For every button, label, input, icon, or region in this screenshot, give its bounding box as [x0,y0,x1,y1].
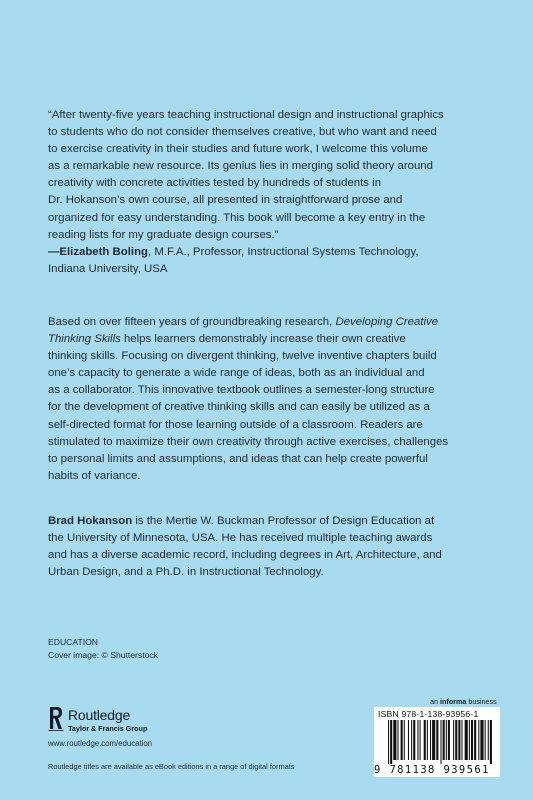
barcode-bar [436,720,438,760]
bio-line: the University of Minnesota, USA. He has received multiple teaching awards [48,532,433,545]
barcode-bar [393,720,396,760]
isbn-barcode-box [374,707,500,777]
barcode-bar [478,720,479,760]
desc-line: habits of variance. [48,469,141,482]
desc-line: for the development of creative thinking skills and can easily be utilized as a [48,401,430,414]
barcode-bar [455,720,457,760]
publisher-url[interactable]: www.routledge.com/education [48,739,153,748]
quote-line: to exercise creativity in their studies and future work, I welcome this volume [48,143,428,156]
endorsement-quote [48,107,508,278]
barcode-bar [465,720,468,760]
quote-line: as a remarkable new resource. Its genius lies in merging solid theory around [48,160,433,173]
quote-line: creativity with concrete activities tested by hundreds of students in [48,177,382,190]
attribution-dash: — [48,245,60,258]
barcode-bar [474,720,476,760]
barcode-bar [443,720,445,760]
barcode-bar [469,720,470,760]
cover-credit: Cover image: © Shutterstock [48,650,158,660]
desc-text: Based on over fifteen years of groundbreaking research, [48,316,336,328]
barcode-bar [424,720,426,760]
bio-line: and has a diverse academic record, including degrees in Art, Architecture, and [48,549,442,562]
barcode-bar [388,720,389,764]
book-title-italic: Developing Creative [335,316,439,328]
desc-line: self-directed format for those learning outside of a classroom. Readers are [48,418,423,431]
barcode-bar [408,720,409,760]
quote-line: organized for easy understanding. This book will become a key entry in the [48,211,426,224]
attribution-title: , M.F.A., Professor, Instructional Systems Technology, [148,245,419,258]
barcode-bar [430,720,431,760]
attribution-name: Elizabeth Boling [59,245,148,258]
publisher-logo-block [48,703,248,753]
barcode-bar [462,720,463,760]
book-meta [48,636,158,662]
desc-line [48,314,510,331]
barcode-icon [378,720,496,764]
publisher-name: Routledge [68,707,131,723]
subject-category: EDUCATION [48,637,98,647]
barcode-bar [446,720,447,760]
barcode-bar [453,720,454,760]
barcode-bar [401,720,403,760]
barcode-bar [458,720,460,760]
barcode-digits: 9 781138 939561 [374,764,490,776]
barcode-bar [404,720,405,760]
barcode-bar [480,720,483,760]
barcode-bar [471,720,473,760]
bio-line [48,513,510,530]
desc-text: helps learners demonstrably increase their own creative [120,333,406,346]
publisher-group: Taylor & Francis Group [68,724,148,733]
author-bio [48,513,510,581]
ebook-note: Routledge titles are available as eBook editions in a range of digital formats [48,762,295,771]
barcode-bar [397,720,398,760]
book-title-italic: Thinking Skills [48,333,121,346]
quote-attribution [48,244,508,261]
bio-line: Urban Design, and a Ph.D. in Instructional Technology. [48,566,324,579]
barcode-bar [420,720,421,760]
attribution-affiliation: Indiana University, USA [48,262,168,275]
quote-line: reading lists for my graduate design courses.” [48,228,279,241]
author-name: Brad Hokanson [48,515,133,527]
barcode-bar [390,720,392,764]
desc-line: to personal limits and assumptions, and ideas that can help create powerful [48,452,428,465]
desc-line: thinking skills. Focusing on divergent thinking, twelve inventive chapters build [48,350,437,363]
routledge-logo-icon [48,705,64,731]
barcode-bar [490,720,492,764]
desc-line: stimulated to maximize their own creativity through active exercises, challenges [48,435,449,448]
barcode-bar [448,720,450,760]
informa-pre: an [430,697,440,706]
quote-line: “After twenty-five years teaching instructional design and instructional graphics [48,109,444,121]
informa-post: business [466,697,497,706]
desc-line: one’s capacity to generate a wide range of ideas, both as an individual and [48,367,425,380]
barcode-bar [413,720,415,760]
desc-line: as a collaborator. This innovative textbook outlines a semester-long structure [48,384,435,397]
informa-bold: informa [440,697,467,706]
barcode-bar [417,720,418,760]
quote-line: Dr. Hokanson’s own course, all presented in straightforward prose and [48,194,403,207]
bio-text: is the Mertie W. Buckman Professor of Design Education at [132,515,435,527]
informa-tagline [430,697,497,706]
barcode-bar [441,720,442,764]
barcode-bar [427,720,428,760]
barcode-bar [432,720,435,760]
barcode-bar [411,720,412,760]
book-description [48,314,510,485]
barcode-bar [488,720,489,760]
isbn-number: ISBN 978-1-138-93956-1 [378,709,479,719]
desc-line [48,331,510,348]
quote-line: to students who do not consider themselves creative, but who want and need [48,126,437,139]
barcode-bar [485,720,486,760]
